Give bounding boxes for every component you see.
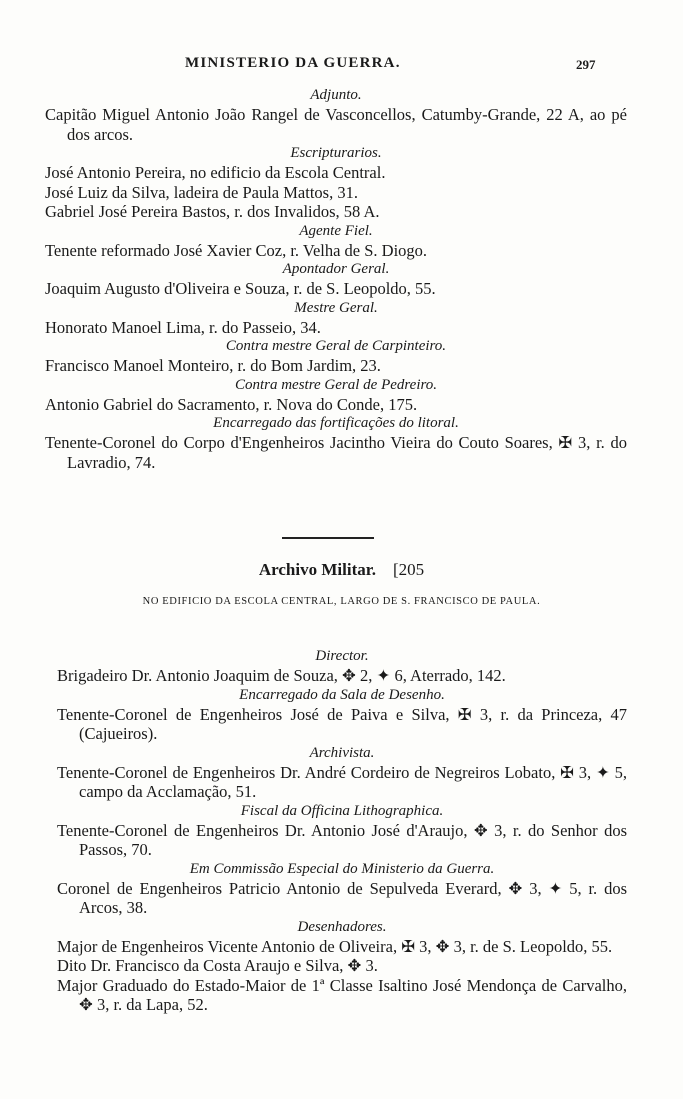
role-heading: Desenhadores.: [297, 918, 387, 935]
running-title: MINISTERIO DA GUERRA.: [185, 55, 401, 71]
person-entry: José Luiz da Silva, ladeira de Paula Mattos, 31.: [45, 182, 358, 202]
person-entry: Coronel de Engenheiros Patricio Antonio de Sepulveda Everard, ✥ 3, ✦ 5, r. dos Arcos, 38.: [57, 878, 627, 917]
person-entry: Capitão Miguel Antonio João Rangel de Vasconcellos, Catumby-Grande, 22 A, ao pé dos arcos.: [45, 105, 627, 144]
person-entry: Tenente-Coronel de Engenheiros Dr. André Cordeiro de Negreiros Lobato, ✠ 3, ✦ 5, campo da Acclamação, 51.: [57, 762, 627, 801]
person-entry: Brigadeiro Dr. Antonio Joaquim de Souza, ✥ 2, ✦ 6, Aterrado, 142.: [57, 666, 506, 685]
person-entry: José Antonio Pereira, no edificio da Escola Central.: [45, 163, 386, 182]
person-entry: Francisco Manoel Monteiro, r. do Bom Jardim, 23.: [45, 356, 381, 375]
person-entry: Major Graduado do Estado-Maior de 1ª Classe Isaltino José Mendonça de Carvalho, ✥ 3, r. da Lapa, 52.: [57, 975, 627, 1014]
person-entry: Tenente-Coronel de Engenheiros Dr. Antonio José d'Araujo, ✥ 3, r. do Senhor dos Passos, 70.: [57, 820, 627, 859]
role-heading: Escripturarios.: [290, 145, 382, 161]
role-heading: Fiscal da Officina Lithographica.: [240, 802, 444, 819]
role-heading: Apontador Geral.: [282, 261, 390, 277]
role-heading: Adjunto.: [310, 87, 362, 103]
role-heading: Agente Fiel.: [299, 222, 373, 239]
role-heading: Encarregado da Sala de Desenho.: [239, 686, 445, 703]
role-heading: Director.: [315, 648, 369, 664]
role-heading: Encarregado das fortificações do litoral.: [213, 415, 459, 431]
page-number: 297: [576, 57, 596, 72]
role-heading: Archivista.: [309, 744, 375, 761]
person-entry: Honorato Manoel Lima, r. do Passeio, 34.: [45, 317, 321, 337]
role-heading: Contra mestre Geral de Carpinteiro.: [225, 338, 447, 354]
person-entry: Tenente-Coronel do Corpo d'Engenheiros Jacintho Vieira do Couto Soares, ✠ 3, r. do Lavradio, 74.: [45, 433, 627, 472]
role-heading: Em Commissão Especial do Ministerio da Guerra.: [189, 860, 495, 877]
role-heading: Mestre Geral.: [294, 299, 378, 316]
person-entry: Antonio Gabriel do Sacramento, r. Nova do Conde, 175.: [45, 394, 418, 414]
person-entry: Major de Engenheiros Vicente Antonio de Oliveira, ✠ 3, ✥ 3, r. de S. Leopoldo, 55.: [57, 936, 613, 956]
section-title-text: Archivo Militar.: [258, 560, 376, 579]
person-entry: Dito Dr. Francisco da Costa Araujo e Silva, ✥ 3.: [57, 956, 378, 975]
section-location: NO EDIFICIO DA ESCOLA CENTRAL, LARGO DE S. FRANCISCO DE PAULA.: [142, 596, 541, 607]
section-divider: [282, 537, 374, 539]
person-entry: Joaquim Augusto d'Oliveira e Souza, r. de S. Leopoldo, 55.: [45, 279, 436, 298]
role-heading: Contra mestre Geral de Pedreiro.: [234, 376, 438, 393]
page-header: [0, 55, 683, 77]
section-title-suffix: [205: [392, 560, 425, 579]
section-title: [0, 560, 683, 580]
person-entry: Tenente reformado José Xavier Coz, r. Velha de S. Diogo.: [45, 240, 428, 260]
personnel-list-lower: [57, 647, 627, 1015]
person-entry: Gabriel José Pereira Bastos, r. dos Invalidos, 58 A.: [45, 202, 380, 221]
personnel-list-upper: [45, 86, 627, 472]
person-entry: Tenente-Coronel de Engenheiros José de Paiva e Silva, ✠ 3, r. da Princeza, 47 (Cajueiros).: [57, 704, 627, 743]
